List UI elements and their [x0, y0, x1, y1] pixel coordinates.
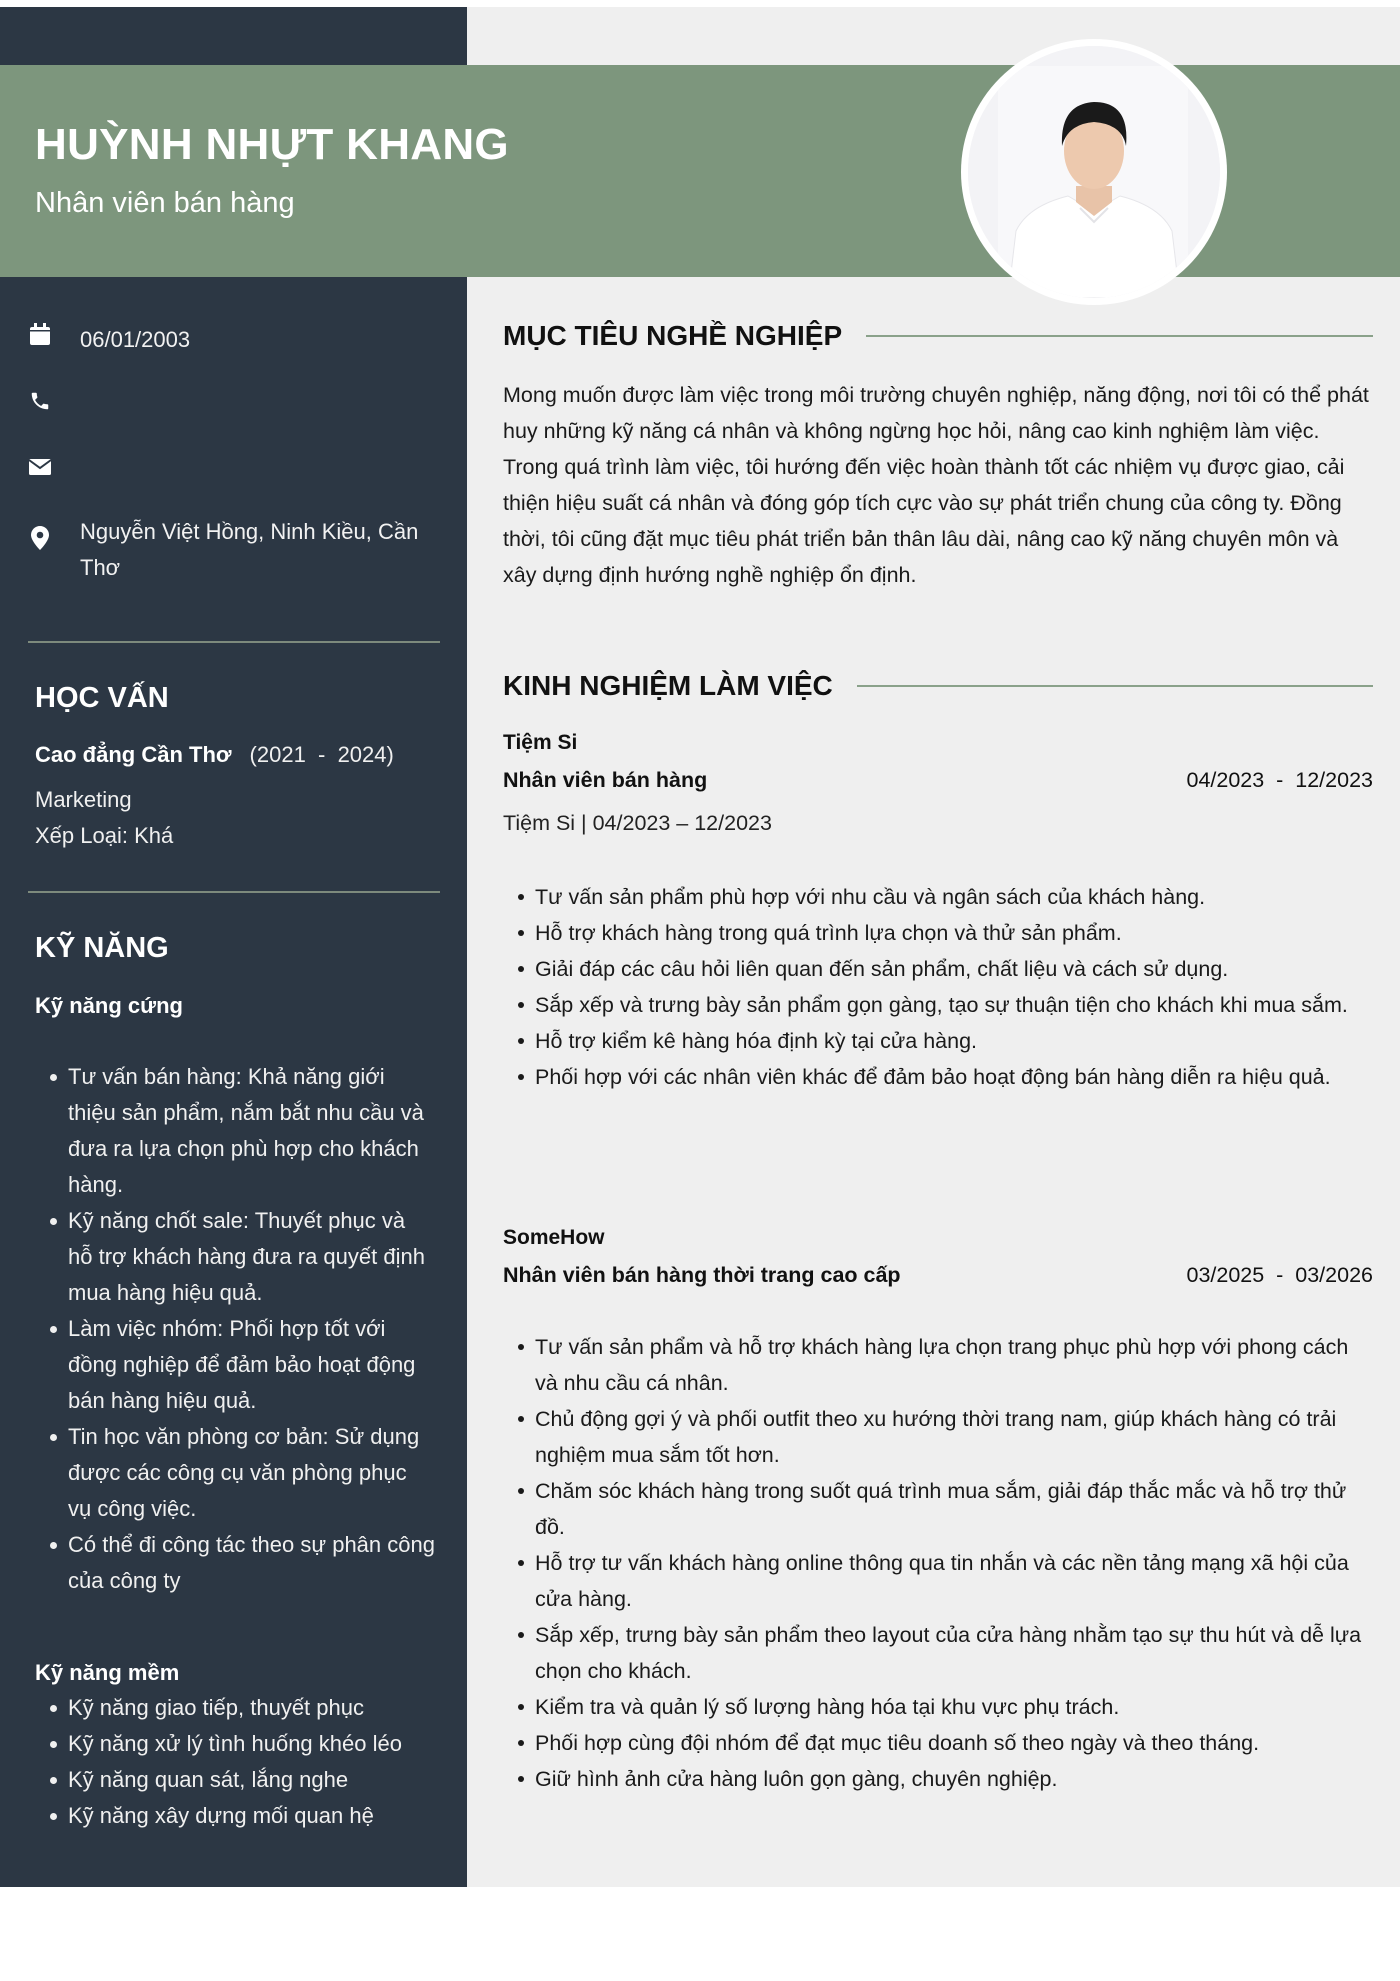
list-item: Giải đáp các câu hỏi liên quan đến sản phẩm, chất liệu và cách sử dụng. [518, 951, 1376, 987]
list-item: Sắp xếp, trưng bày sản phẩm theo layout của cửa hàng nhằm tạo sự thu hút và dễ lựa chọn cho khách. [518, 1617, 1376, 1689]
location-pin-icon [28, 526, 52, 550]
job-2-dates: 03/2025 - 03/2026 [1186, 1263, 1373, 1287]
objective-section-header [503, 320, 1373, 352]
job-2-role-row [503, 1263, 1373, 1288]
list-item: Tin học văn phòng cơ bản: Sử dụng được các công cụ văn phòng phục vụ công việc. [50, 1419, 435, 1527]
list-item: Tư vấn sản phẩm và hỗ trợ khách hàng lựa chọn trang phục phù hợp với phong cách và nhu cầu cá nhân. [518, 1329, 1376, 1401]
list-item: Kỹ năng xây dựng mối quan hệ [50, 1798, 435, 1834]
list-item: Tư vấn sản phẩm phù hợp với nhu cầu và ngân sách của khách hàng. [518, 879, 1376, 915]
hard-skills-heading: Kỹ năng cứng [35, 993, 183, 1018]
list-item: Hỗ trợ tư vấn khách hàng online thông qua tin nhắn và các nền tảng mạng xã hội của cửa hàng. [518, 1545, 1376, 1617]
sidebar-divider [28, 641, 440, 643]
job-1-company: Tiệm Si [503, 731, 578, 754]
education-major: Marketing [35, 787, 132, 812]
list-item: Kỹ năng giao tiếp, thuyết phục [50, 1690, 435, 1726]
school-name: Cao đẳng Cần Thơ [35, 742, 232, 767]
candidate-name: HUỲNH NHỰT KHANG [35, 120, 509, 169]
list-item: Kiểm tra và quản lý số lượng hàng hóa tại khu vực phụ trách. [518, 1689, 1376, 1725]
job-1-dates: 04/2023 - 12/2023 [1186, 768, 1373, 792]
heading-rule [857, 685, 1373, 687]
address-value: Nguyễn Việt Hồng, Ninh Kiều, Cần Thơ [80, 519, 419, 580]
contact-birthday [28, 322, 435, 358]
list-item: Kỹ năng xử lý tình huống khéo léo [50, 1726, 435, 1762]
envelope-icon [28, 455, 52, 479]
list-item: Kỹ năng quan sát, lắng nghe [50, 1762, 435, 1798]
list-item: Kỹ năng chốt sale: Thuyết phục và hỗ trợ khách hàng đưa ra quyết định mua hàng hiệu quả. [50, 1203, 435, 1311]
job-1-subline: Tiệm Si | 04/2023 – 12/2023 [503, 811, 772, 835]
job-1-duties [518, 879, 1376, 1095]
list-item: Làm việc nhóm: Phối hợp tốt với đồng nghiệp để đảm bảo hoạt động bán hàng hiệu quả. [50, 1311, 435, 1419]
list-item: Hỗ trợ kiểm kê hàng hóa định kỳ tại cửa hàng. [518, 1023, 1376, 1059]
list-item: Có thể đi công tác theo sự phân công của công ty [50, 1527, 435, 1599]
list-item: Hỗ trợ khách hàng trong quá trình lựa chọn và thử sản phẩm. [518, 915, 1376, 951]
birthday-value: 06/01/2003 [80, 327, 191, 352]
calendar-icon [28, 322, 52, 346]
list-item: Giữ hình ảnh cửa hàng luôn gọn gàng, chuyên nghiệp. [518, 1761, 1376, 1797]
contact-phone [28, 389, 435, 413]
avatar [961, 39, 1227, 305]
job-1-role: Nhân viên bán hàng [503, 768, 708, 792]
candidate-title: Nhân viên bán hàng [35, 187, 295, 219]
heading-rule [866, 335, 1373, 337]
education-heading: HỌC VẤN [35, 682, 169, 714]
objective-heading: MỤC TIÊU NGHỀ NGHIỆP [503, 320, 843, 351]
school-years: (2021 - 2024) [249, 742, 394, 767]
job-2-role: Nhân viên bán hàng thời trang cao cấp [503, 1263, 901, 1287]
objective-text: Mong muốn được làm việc trong môi trường chuyên nghiệp, năng động, nơi tôi có thể phát huy những kỹ năng cá nhân và không ngừng học hỏi, nâng cao kinh nghiệm làm việc. Trong quá trình làm việc, tôi hướng đến việc hoàn thành tốt các nhiệm vụ được giao, cải thiện hiệu suất cá nhân và đóng góp tích cực vào sự phát triển chung của công ty. Đồng thời, tôi cũng đặt mục tiêu phát triển bản thân lâu dài, nâng cao kỹ năng chuyên môn và xây dựng định hướng nghề nghiệp ổn định. [503, 383, 1369, 587]
list-item: Phối hợp cùng đội nhóm để đạt mục tiêu doanh số theo ngày và theo tháng. [518, 1725, 1376, 1761]
phone-icon [28, 389, 52, 413]
profile-photo [968, 46, 1220, 298]
skills-heading: KỸ NĂNG [35, 932, 169, 964]
sidebar-divider [28, 891, 440, 893]
list-item: Sắp xếp và trưng bày sản phẩm gọn gàng, tạo sự thuận tiện cho khách khi mua sắm. [518, 987, 1376, 1023]
list-item: Chăm sóc khách hàng trong suốt quá trình mua sắm, giải đáp thắc mắc và hỗ trợ thử đồ. [518, 1473, 1376, 1545]
soft-skills-list [50, 1690, 435, 1834]
list-item: Tư vấn bán hàng: Khả năng giới thiệu sản phẩm, nắm bắt nhu cầu và đưa ra lựa chọn phù hợp cho khách hàng. [50, 1059, 435, 1203]
person-photo-icon [968, 46, 1220, 298]
experience-heading: KINH NGHIỆM LÀM VIỆC [503, 670, 833, 701]
job-2-company: SomeHow [503, 1226, 605, 1249]
list-item: Chủ động gợi ý và phối outfit theo xu hướng thời trang nam, giúp khách hàng có trải nghiệm mua sắm tốt hơn. [518, 1401, 1376, 1473]
list-item: Phối hợp với các nhân viên khác để đảm bảo hoạt động bán hàng diễn ra hiệu quả. [518, 1059, 1376, 1095]
contact-email [28, 455, 435, 479]
soft-skills-heading: Kỹ năng mềm [35, 1660, 180, 1685]
hard-skills-list [50, 1059, 435, 1599]
experience-section-header [503, 670, 1373, 702]
education-grade: Xếp Loại: Khá [35, 823, 174, 848]
job-2-duties [518, 1329, 1376, 1797]
education-school-row [35, 742, 394, 768]
job-1-role-row [503, 768, 1373, 793]
contact-address [28, 514, 435, 586]
